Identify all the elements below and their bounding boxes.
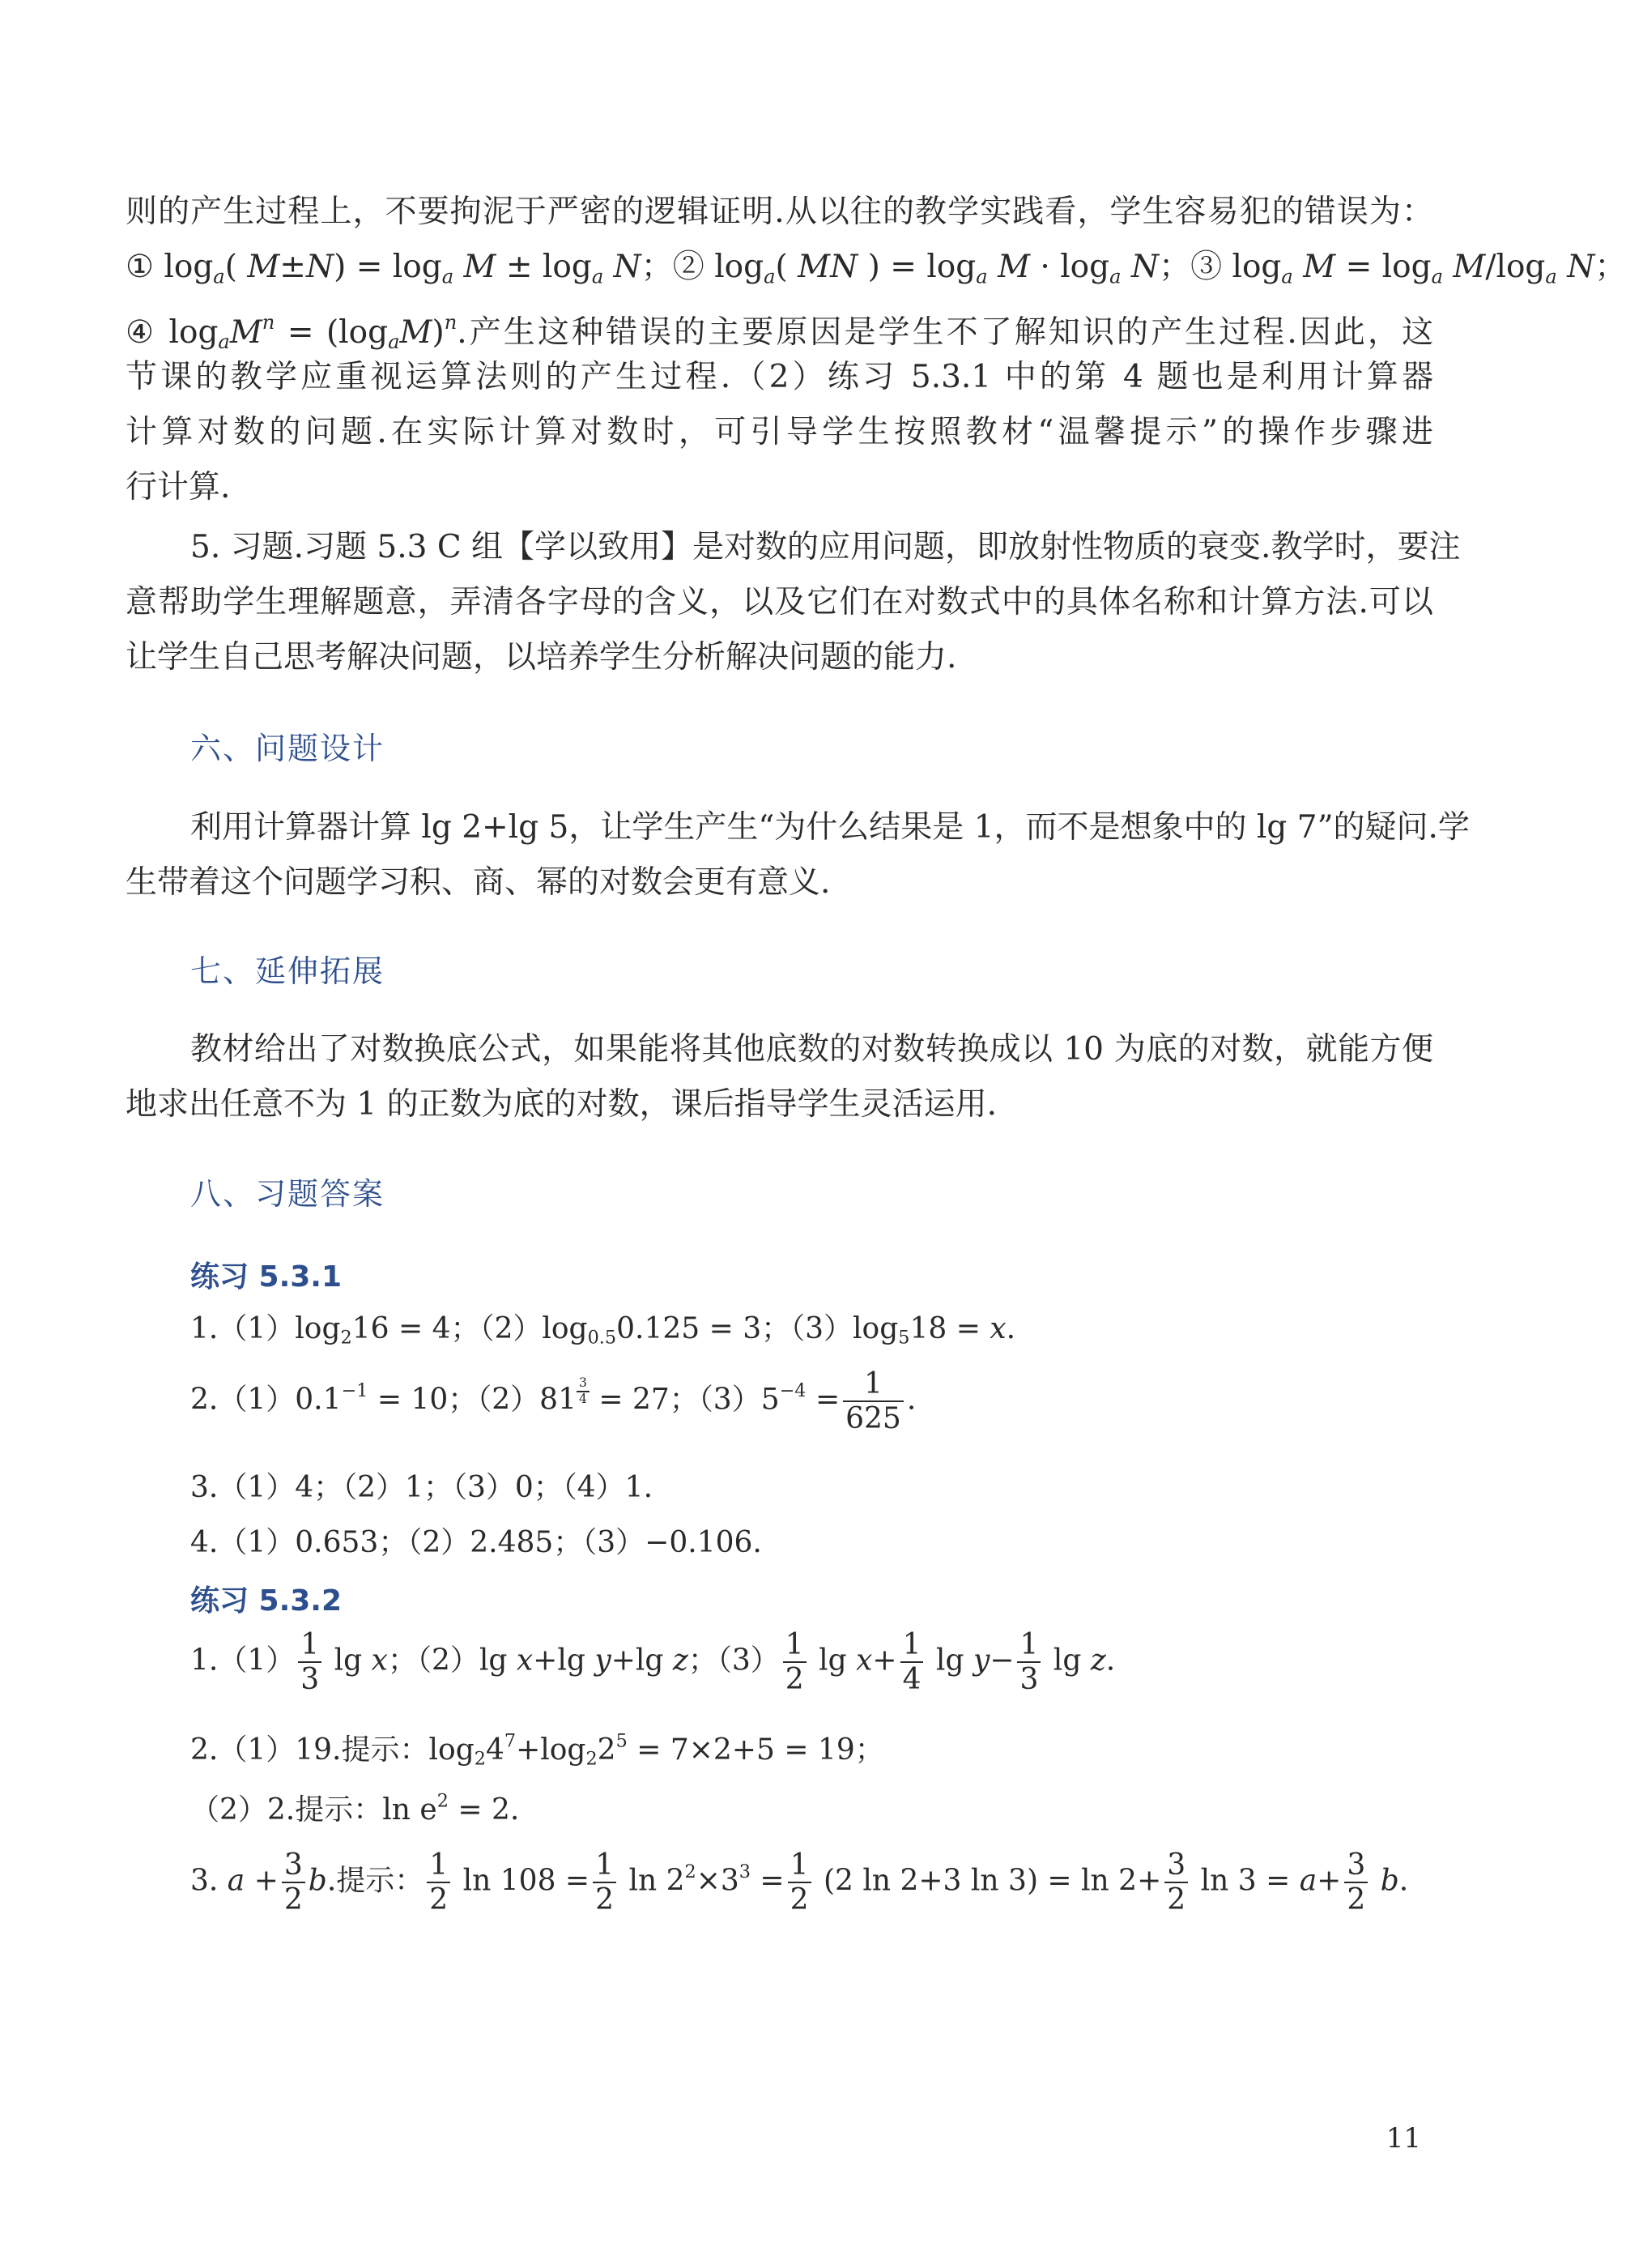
exercise-5-3-1-answer-1: $1.(1)\log_216 = 4$；$(2)\log_{0.5}0.125 = 3$；$(3)\log_518 = x$. — [190, 1312, 1016, 1349]
paragraph-3-line-1: 利用计算器计算 lg 2+lg 5，让学生产生“为什么结果是 1，而不是想象中的 lg 7”的疑问.学 — [190, 809, 1470, 846]
paragraph-1-line-2: ① $\log_a$( $M\pm N) = \log_a M \pm \log_a N$；② $\log_a$( MN ) = $\log_a M \cdot \log_a N$；③ $\log_a M = \log_a M/\log_a$ N； — [126, 249, 1626, 288]
paragraph-2-line-3: 让学生自己思考解决问题，以培养学生分析解决问题的能力. — [126, 639, 957, 676]
exercise-5-3-1-title: 练习 5.3.1 — [190, 1260, 343, 1294]
exercise-5-3-2-answer-2-part-1: 2.（1）19.提示：$\log_24^7+\log_22^5 = 7\times 2+5 = 19$； — [190, 1730, 884, 1770]
section-heading-6: 六、问题设计 — [190, 731, 385, 766]
paragraph-3-line-2: 生带着这个问题学习积、商、幂的对数会更有意义. — [126, 864, 831, 901]
exercise-5-3-1-answer-4: 4.（1）0.653；（2）2.485；（3）−0.106. — [190, 1526, 762, 1559]
section-heading-7: 七、延伸拓展 — [190, 953, 385, 989]
exercise-5-3-1-answer-3: 3.（1）4；（2）1；（3）0；（4）1. — [190, 1471, 653, 1504]
paragraph-4-line-1: 教材给出了对数换底公式，如果能将其他底数的对数转换成以 10 为底的对数，就能方便 — [190, 1031, 1433, 1068]
exercise-5-3-2-title: 练习 5.3.2 — [190, 1584, 343, 1618]
paragraph-2-line-1: 5. 习题.习题 5.3 C 组【学以致用】是对数的应用问题，即放射性物质的衰变.教学时，要注 — [190, 529, 1461, 565]
paragraph-1-line-5: 计算对数的问题.在实际计算对数时，可引导学生按照教材“温馨提示”的操作步骤进 — [126, 414, 1433, 450]
paragraph-2-line-2: 意帮助学生理解题意，弄清各字母的含义，以及它们在对数式中的具体名称和计算方法.可以 — [126, 584, 1433, 620]
page-number: 11 — [1386, 2122, 1421, 2155]
section-heading-8: 八、习题答案 — [190, 1176, 385, 1212]
paragraph-4-line-2: 地求出任意不为 1 的正数为底的对数，课后指导学生灵活运用. — [126, 1086, 998, 1123]
exercise-5-3-1-answer-2: $2.(1)0.1^{-1} = 10$；（2）81 $^{\frac{3}{4}}$ = 27；$(3)5^{-4}$ = $\frac{1}{625}$ . — [190, 1367, 917, 1436]
exercise-5-3-2-answer-3: 3. a + $\frac{3}{2}$ b.提示： $\frac{1}{2}$ ln 108 = $\frac{1}{2}$ $\ln 2^2\times 3^3$ = $\frac{1}{2}$ (2 ln 2+3 ln 3) = ln 2+ $\frac{3}{2}$ ln 3 = a+ $\frac{3}{2}$ b. — [190, 1848, 1409, 1917]
exercise-5-3-2-answer-2-part-2: （2）2.提示：$\ln e^2 = 2$. — [190, 1790, 520, 1827]
paragraph-1-line-1: 则的产生过程上，不要拘泥于严密的逻辑证明.从以往的教学实践看，学生容易犯的错误为： — [126, 194, 1433, 230]
paragraph-1-line-6: 行计算. — [126, 469, 231, 505]
paragraph-1-line-3: ④ $\log_aM^n = (\log_aM)^n$.产生这种错误的主要原因是学生不了解知识的产生过程.因此，这 — [126, 311, 1434, 354]
exercise-5-3-2-answer-1: 1.（1） $\frac{1}{3}$ lg x；（2）lg x+lg y+lg z；（3） $\frac{1}{2}$ lg x+ $\frac{1}{4}$ lg y− $\frac{1}{3}$ lg z. — [190, 1628, 1116, 1697]
paragraph-1-line-4: 节课的教学应重视运算法则的产生过程.（2）练习 5.3.1 中的第 4 题也是利用计算器 — [126, 359, 1433, 395]
